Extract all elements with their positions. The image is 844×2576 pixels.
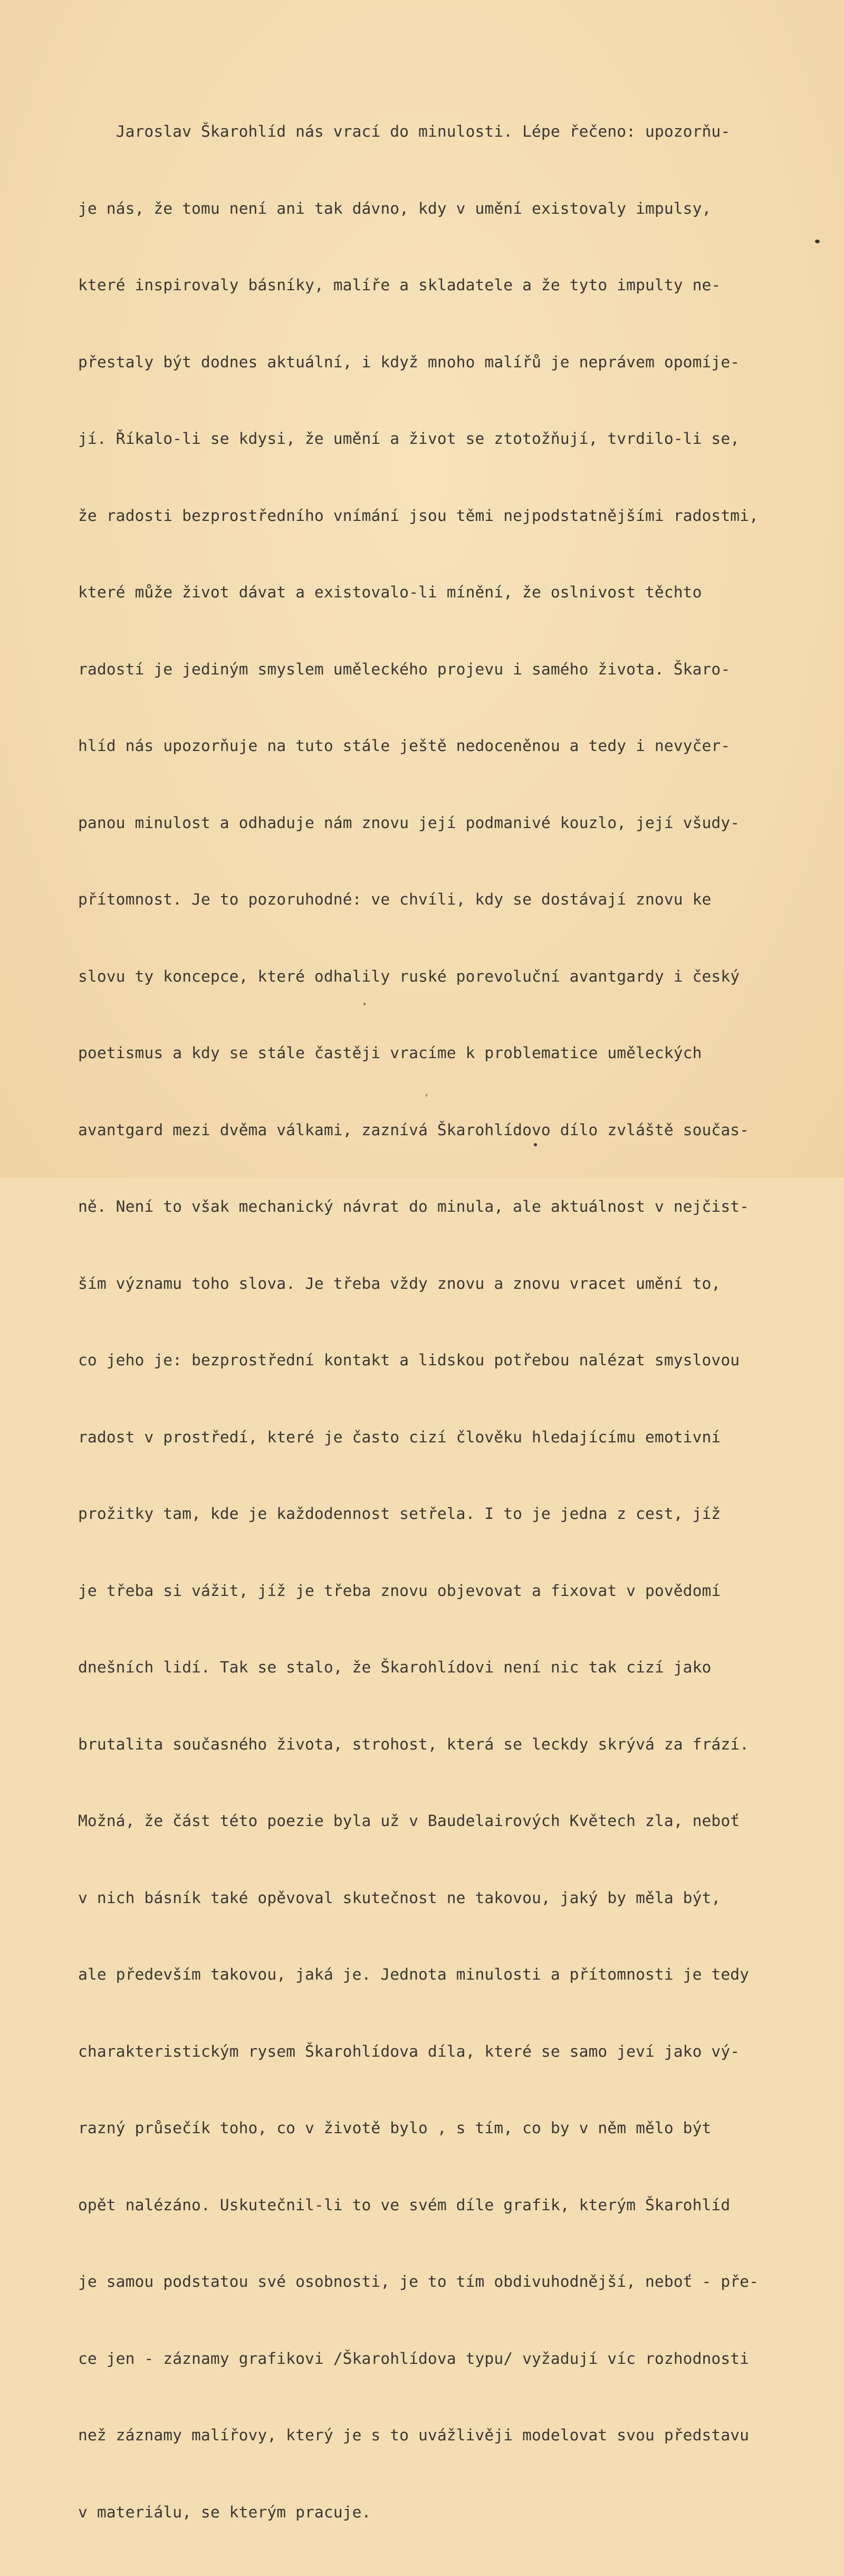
text-line: razný průsečík toho, co v životě bylo , s tím, co by v něm mělo být — [78, 2119, 712, 2137]
text-line: opět nalézáno. Uskutečnil-li to ve svém díle grafik, kterým Škarohlíd — [78, 2195, 731, 2214]
text-line: ale především takovou, jaká je. Jednota minulosti a přítomnosti je tedy — [78, 1965, 750, 1983]
text-line: radostí je jediným smyslem uměleckého projevu i samého života. Škaro- — [78, 660, 731, 678]
text-line: Možná, že část této poezie byla už v Baudelairových Květech zla, neboť — [78, 1812, 740, 1830]
ink-speck — [534, 1143, 537, 1146]
text-line: charakteristickým rysem Škarohlídova díla, které se samo jeví jako vý- — [78, 2042, 740, 2060]
text-line: hlíd nás upozorňuje na tuto stále ještě nedoceněnou a tedy i nevyčer- — [78, 737, 731, 755]
text-line: přestaly být dodnes aktuální, i když mnoho malířů je neprávem opomíje- — [78, 353, 740, 371]
text-line: které inspirovaly básníky, malíře a skladatele a že tyto impulty ne- — [78, 276, 721, 294]
text-line: Jaroslav Škarohlíd nás vrací do minulosti. Lépe řečeno: upozorňu- — [78, 122, 731, 140]
text-line: v materiálu, se kterým pracuje. — [78, 2503, 371, 2521]
text-line: jí. Říkalo-li se kdysi, že umění a život se ztotožňují, tvrdilo-li se, — [78, 430, 740, 448]
text-line: brutalita současného života, strohost, která se leckdy skrývá za frází. — [78, 1735, 750, 1753]
text-line: co jeho je: bezprostřední kontakt a lidskou potřebou nalézat smyslovou — [78, 1351, 740, 1369]
ink-speck — [426, 1094, 427, 1097]
text-line: je třeba si vážit, jíž je třeba znovu objevovat a fixovat v povědomí — [78, 1581, 721, 1600]
ink-speck — [363, 1003, 366, 1005]
text-line: které může život dávat a existovalo-li mínění, že oslnivost těchto — [78, 583, 702, 601]
text-line: ce jen - záznamy grafikovi /Škarohlídova typu/ vyžadují víc rozhodnosti — [78, 2349, 750, 2368]
text-line: dnešních lidí. Tak se stalo, že Škarohlídovi není nic tak cizí jako — [78, 1658, 712, 1676]
text-line: poetismus a kdy se stále častěji vracíme k problematice uměleckých — [78, 1044, 702, 1062]
text-line: je samou podstatou své osobnosti, je to tím obdivuhodnější, neboť - pře- — [78, 2273, 759, 2290]
text-line: slovu ty koncepce, které odhalily ruské porevoluční avantgardy i český — [78, 967, 740, 985]
text-line: přítomnost. Je to pozoruhodné: ve chvíli, kdy se dostávají znovu ke — [78, 890, 712, 908]
text-line: prožitky tam, kde je každodennost setřela. I to je jedna z cest, jíž — [78, 1505, 721, 1523]
text-line: panou minulost a odhaduje nám znovu její podmanivé kouzlo, její všudy- — [78, 813, 740, 832]
text-line: v nich básník také opěvoval skutečnost ne takovou, jaký by měla být, — [78, 1888, 721, 1907]
text-line: avantgard mezi dvěma válkami, zaznívá Škarohlídovo dílo zvláště součas- — [78, 1120, 750, 1139]
text-line: ším významu toho slova. Je třeba vždy znovu a znovu vracet umění to, — [78, 1274, 721, 1292]
text-line: radost v prostředí, které je často cizí člověku hledajícímu emotivní — [78, 1428, 721, 1446]
typescript-body — [78, 68, 817, 2576]
text-line: že radosti bezprostředního vnímání jsou těmi nejpodstatnějšími radostmi, — [78, 506, 759, 525]
text-line: ně. Není to však mechanický návrat do minula, ale aktuálnost v nejčist- — [78, 1197, 750, 1215]
text-line: je nás, že tomu není ani tak dávno, kdy v umění existovaly impulsy, — [78, 199, 712, 217]
ink-speck — [815, 240, 820, 243]
text-line: než záznamy malířovy, který je s to uvážlivěji modelovat svou představu — [78, 2426, 750, 2444]
